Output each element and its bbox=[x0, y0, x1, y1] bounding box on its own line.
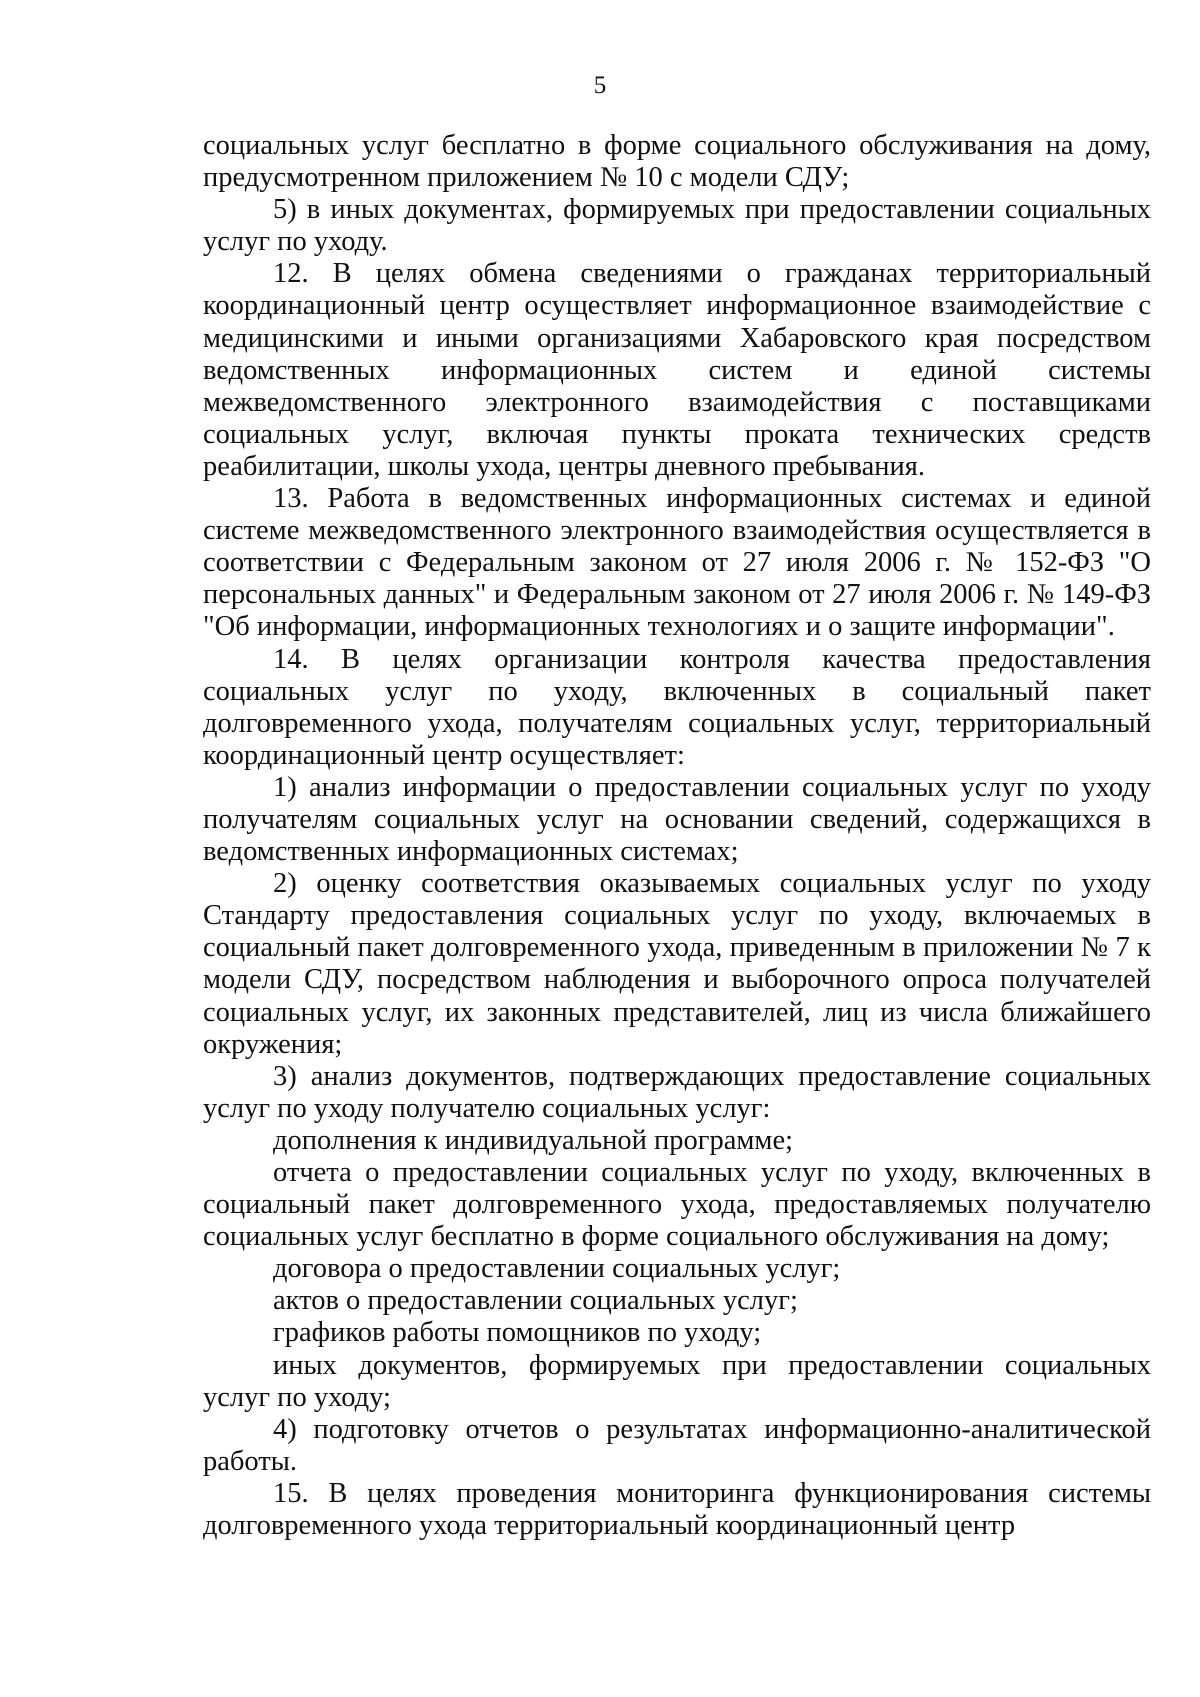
paragraph: 1) анализ информации о предоставлении социальных услуг по уходу получателям социальных услуг на основании сведений, содержащихся в ведомственных информационных системах; bbox=[203, 771, 1151, 868]
paragraph: 12. В целях обмена сведениями о гражданах территориальный координационный центр осуществляет информационное взаимодействие с медицинскими и иными организациями Хабаровского края посредством ведомственных информационных систем и единой системы межведомственного электронного взаимодействия с поставщиками социальных услуг, включая пункты проката технических средств реабилитации, школы ухода, центры дневного пребывания. bbox=[203, 258, 1151, 482]
document-body bbox=[203, 130, 1151, 1542]
paragraph: 5) в иных документах, формируемых при предоставлении социальных услуг по уходу. bbox=[203, 194, 1151, 258]
paragraph: отчета о предоставлении социальных услуг по уходу, включенных в социальный пакет долговременного ухода, предоставляемых получателю социальных услуг бесплатно в форме социального обслуживания на дому; bbox=[203, 1157, 1151, 1253]
paragraph: 13. Работа в ведомственных информационных системах и единой системе межведомственного электронного взаимодействия осуществляется в соответствии с Федеральным законом от 27 июля 2006 г. № 152-ФЗ "О персональных данных" и Федеральным законом от 27 июля 2006 г. № 149-ФЗ "Об информации, информационных технологиях и о защите информации". bbox=[203, 483, 1151, 643]
paragraph: 4) подготовку отчетов о результатах информационно-аналитической работы. bbox=[203, 1413, 1151, 1477]
paragraph: 2) оценку соответствия оказываемых социальных услуг по уходу Стандарту предоставления социальных услуг по уходу, включаемых в социальный пакет долговременного ухода, приведенным в приложении № 7 к модели СДУ, посредством наблюдения и выборочного опроса получателей социальных услуг, их законных представителей, лиц из числа ближайшего окружения; bbox=[203, 868, 1151, 1060]
paragraph: договора о предоставлении социальных услуг; bbox=[273, 1253, 841, 1285]
paragraph: 14. В целях организации контроля качества предоставления социальных услуг по уходу, включенных в социальный пакет долговременного ухода, получателям социальных услуг, территориальный координационный центр осуществляет: bbox=[203, 643, 1151, 771]
paragraph: иных документов, формируемых при предоставлении социальных услуг по уходу; bbox=[203, 1349, 1151, 1413]
paragraph: графиков работы помощников по уходу; bbox=[273, 1317, 762, 1349]
paragraph: 15. В целях проведения мониторинга функционирования системы долговременного ухода территориальный координационный центр bbox=[203, 1477, 1151, 1542]
paragraph: актов о предоставлении социальных услуг; bbox=[273, 1285, 798, 1317]
paragraph: дополнения к индивидуальной программе; bbox=[273, 1124, 794, 1156]
paragraph: социальных услуг бесплатно в форме социального обслуживания на дому, предусмотренном приложением № 10 с модели СДУ; bbox=[203, 130, 1151, 194]
page-number: 5 bbox=[593, 72, 607, 99]
paragraph: 3) анализ документов, подтверждающих предоставление социальных услуг по уходу получателю социальных услуг: bbox=[203, 1060, 1151, 1124]
